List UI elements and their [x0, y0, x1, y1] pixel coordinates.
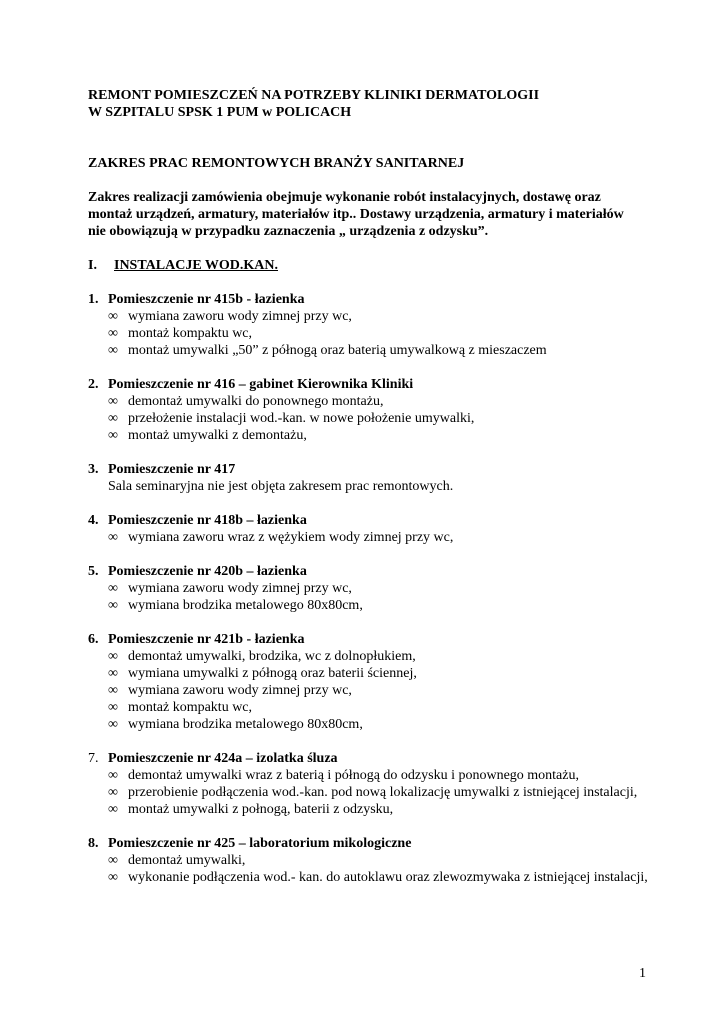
document-title: [88, 87, 668, 121]
intro-line-1: Zakres realizacji zamówienia obejmuje wykonanie robót instalacyjnych, dostawę oraz: [88, 190, 601, 205]
list-item: [108, 801, 668, 818]
list-item: [108, 869, 668, 886]
list-item: [108, 699, 668, 716]
infinity-bullet-icon: ∞: [108, 853, 118, 868]
room-section: [88, 291, 668, 359]
room-number: 6.: [88, 632, 99, 647]
work-items-list: [108, 852, 668, 886]
room-title: Pomieszczenie nr 415b - łazienka: [108, 292, 305, 307]
list-item-text: demontaż umywalki, brodzika, wc z dolnopłukiem,: [128, 649, 416, 664]
room-title: Pomieszczenie nr 421b - łazienka: [108, 632, 305, 647]
room-heading: [88, 461, 668, 478]
room-number: 8.: [88, 836, 99, 851]
infinity-bullet-icon: ∞: [108, 768, 118, 783]
infinity-bullet-icon: ∞: [108, 683, 118, 698]
document-subtitle: ZAKRES PRAC REMONTOWYCH BRANŻY SANITARNEJ: [88, 156, 465, 171]
list-item: [108, 852, 668, 869]
infinity-bullet-icon: ∞: [108, 530, 118, 545]
list-item-text: demontaż umywalki,: [128, 853, 246, 868]
list-item-text: wykonanie podłączenia wod.- kan. do autoklawu oraz zlewozmywaka z istniejącej instalacji,: [128, 870, 648, 885]
list-item-text: wymiana zaworu wraz z wężykiem wody zimnej przy wc,: [128, 530, 454, 545]
section-number: I.: [88, 258, 97, 273]
work-items-list: [108, 529, 668, 546]
list-item-text: montaż kompaktu wc,: [128, 700, 253, 715]
infinity-bullet-icon: ∞: [108, 598, 118, 613]
room-section: [88, 376, 668, 444]
list-item-text: montaż kompaktu wc,: [128, 326, 253, 341]
work-items-list: [108, 767, 668, 818]
list-item-text: montaż umywalki z demontażu,: [128, 428, 307, 443]
room-number: 4.: [88, 513, 99, 528]
document-page: [88, 87, 668, 886]
room-title: Pomieszczenie nr 420b – łazienka: [108, 564, 307, 579]
infinity-bullet-icon: ∞: [108, 309, 118, 324]
room-section: [88, 461, 668, 495]
room-section: [88, 631, 668, 733]
intro-line-3: nie obowiązują w przypadku zaznaczenia „ urządzenia z odzysku”.: [88, 224, 489, 239]
room-section: [88, 750, 668, 818]
infinity-bullet-icon: ∞: [108, 581, 118, 596]
room-number: 7.: [88, 751, 99, 766]
room-section: [88, 835, 668, 886]
list-item: [108, 597, 668, 614]
room-number: 1.: [88, 292, 99, 307]
list-item-text: wymiana brodzika metalowego 80x80cm,: [128, 598, 363, 613]
list-item-text: wymiana zaworu wody zimnej przy wc,: [128, 309, 352, 324]
rooms-list: [88, 291, 668, 886]
list-item-text: przełożenie instalacji wod.-kan. w nowe położenie umywalki,: [128, 411, 475, 426]
infinity-bullet-icon: ∞: [108, 700, 118, 715]
intro-line-2: montaż urządzeń, armatury, materiałów itp.. Dostawy urządzenia, armatury i materiałów: [88, 207, 624, 222]
list-item: [108, 648, 668, 665]
list-item: [108, 308, 668, 325]
list-item-text: demontaż umywalki wraz z baterią i półnogą do odzysku i ponownego montażu,: [128, 768, 579, 783]
infinity-bullet-icon: ∞: [108, 802, 118, 817]
section-title: INSTALACJE WOD.KAN.: [114, 258, 279, 273]
list-item-text: wymiana brodzika metalowego 80x80cm,: [128, 717, 363, 732]
infinity-bullet-icon: ∞: [108, 649, 118, 664]
infinity-bullet-icon: ∞: [108, 428, 118, 443]
room-number: 3.: [88, 462, 99, 477]
infinity-bullet-icon: ∞: [108, 411, 118, 426]
work-items-list: [108, 648, 668, 733]
room-number: 2.: [88, 377, 99, 392]
list-item-text: montaż umywalki z połnogą, baterii z odzysku,: [128, 802, 394, 817]
section-heading: [88, 257, 668, 274]
list-item: [108, 393, 668, 410]
list-item-text: wymiana zaworu wody zimnej przy wc,: [128, 683, 352, 698]
list-item: [108, 716, 668, 733]
title-line-2: W SZPITALU SPSK 1 PUM w POLICACH: [88, 105, 352, 120]
list-item: [108, 784, 668, 801]
list-item: [108, 529, 668, 546]
list-item: [108, 325, 668, 342]
list-item-text: wymiana zaworu wody zimnej przy wc,: [128, 581, 352, 596]
room-heading: [88, 512, 668, 529]
list-item: [108, 410, 668, 427]
work-items-list: [108, 393, 668, 444]
list-item-text: przerobienie podłączenia wod.-kan. pod nową lokalizację umywalki z istniejącej instalacji,: [128, 785, 638, 800]
room-heading: [88, 563, 668, 580]
list-item-text: wymiana umywalki z półnogą oraz baterii ściennej,: [128, 666, 417, 681]
room-title: Pomieszczenie nr 424a – izolatka śluza: [108, 751, 338, 766]
room-title: Pomieszczenie nr 416 – gabinet Kierownika Kliniki: [108, 377, 414, 392]
list-item: [108, 342, 668, 359]
room-note: Sala seminaryjna nie jest objęta zakresem prac remontowych.: [108, 479, 454, 494]
room-title: Pomieszczenie nr 418b – łazienka: [108, 513, 307, 528]
room-heading: [88, 835, 668, 852]
work-items-list: [108, 308, 668, 359]
infinity-bullet-icon: ∞: [108, 785, 118, 800]
list-item: [108, 665, 668, 682]
room-number: 5.: [88, 564, 99, 579]
infinity-bullet-icon: ∞: [108, 717, 118, 732]
room-heading: [88, 291, 668, 308]
room-title: Pomieszczenie nr 425 – laboratorium mikologiczne: [108, 836, 412, 851]
title-line-1: REMONT POMIESZCZEŃ NA POTRZEBY KLINIKI DERMATOLOGII: [88, 88, 540, 103]
page-number: 1: [639, 966, 646, 981]
intro-paragraph: [88, 189, 668, 240]
list-item: [108, 767, 668, 784]
infinity-bullet-icon: ∞: [108, 326, 118, 341]
room-heading: [88, 376, 668, 393]
list-item: [108, 682, 668, 699]
list-item: [108, 427, 668, 444]
infinity-bullet-icon: ∞: [108, 394, 118, 409]
work-items-list: [108, 580, 668, 614]
room-heading: [88, 631, 668, 648]
list-item: [108, 580, 668, 597]
room-heading: [88, 750, 668, 767]
room-section: [88, 512, 668, 546]
room-section: [88, 563, 668, 614]
infinity-bullet-icon: ∞: [108, 666, 118, 681]
room-title: Pomieszczenie nr 417: [108, 462, 236, 477]
list-item-text: demontaż umywalki do ponownego montażu,: [128, 394, 384, 409]
infinity-bullet-icon: ∞: [108, 870, 118, 885]
infinity-bullet-icon: ∞: [108, 343, 118, 358]
list-item-text: montaż umywalki „50” z półnogą oraz baterią umywalkową z mieszaczem: [128, 343, 547, 358]
